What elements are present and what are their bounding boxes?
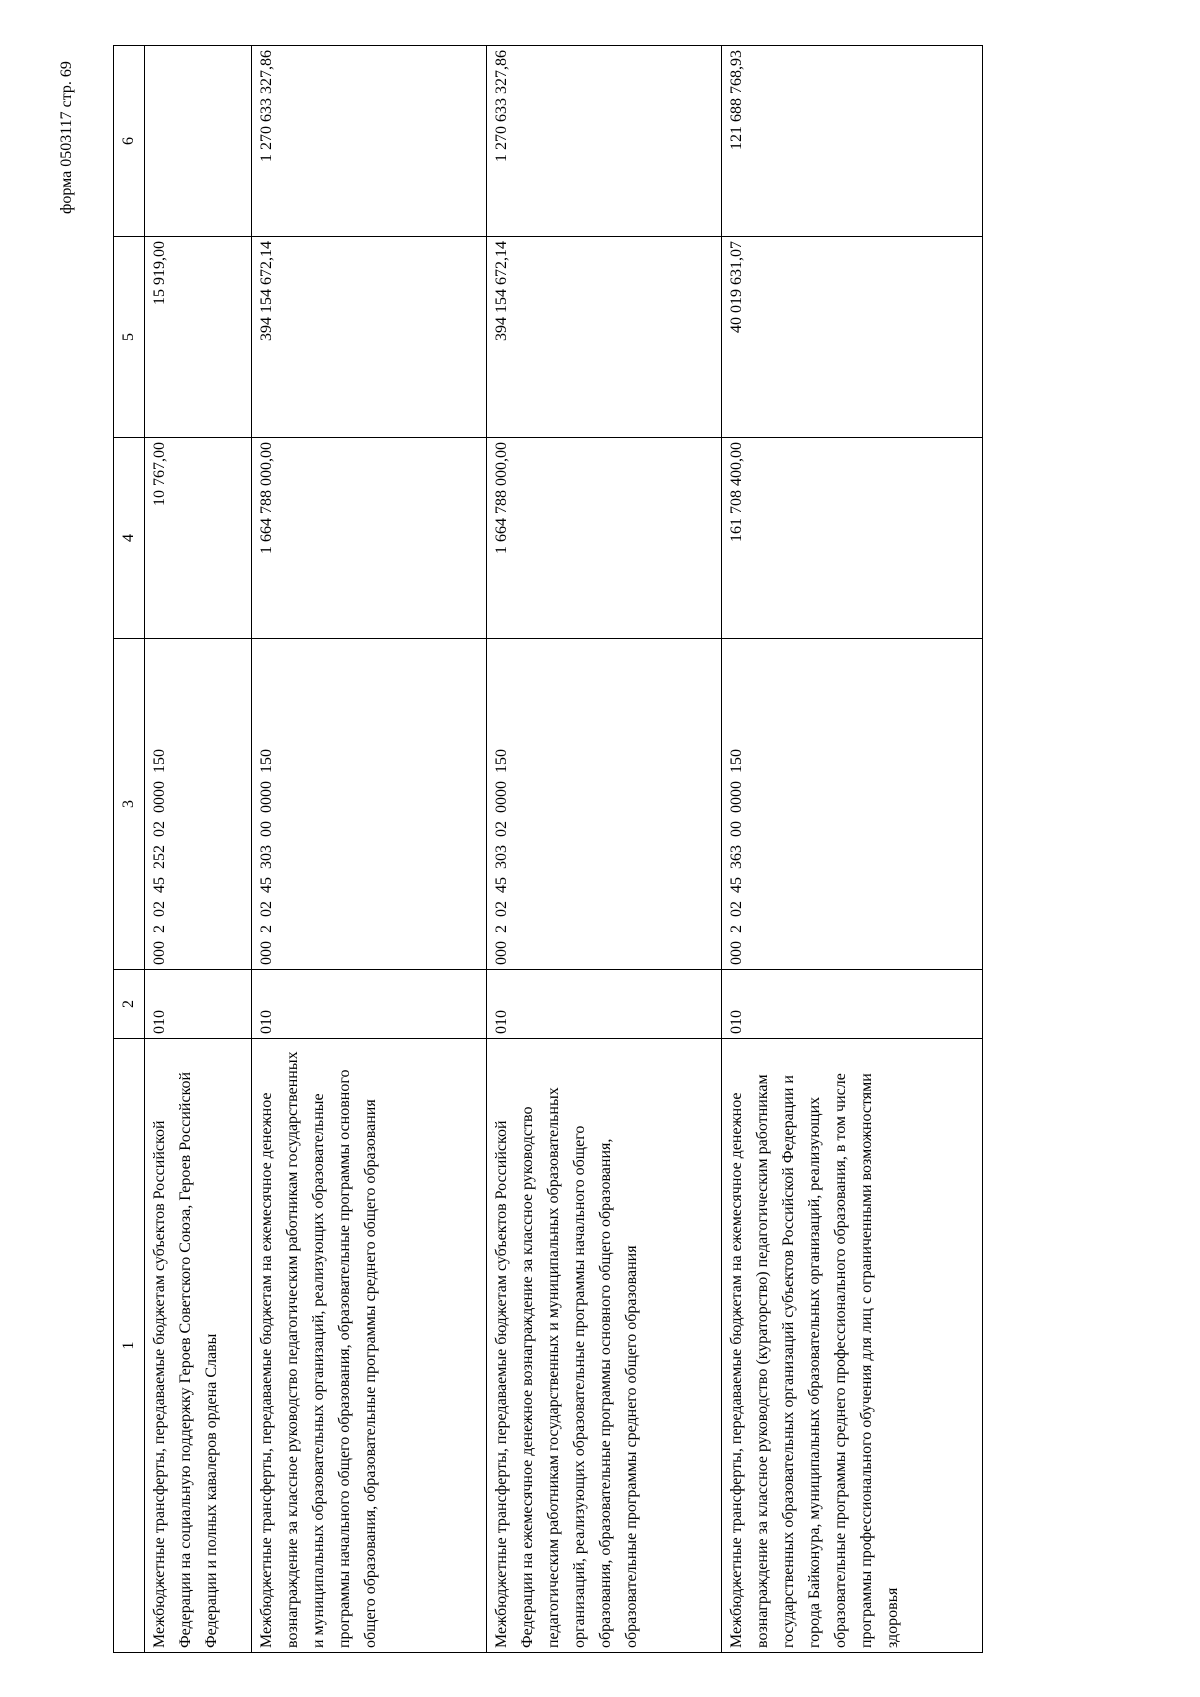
column-number-row	[114, 46, 145, 1653]
income-report-table	[113, 45, 983, 1653]
column-number-3: 3	[114, 639, 145, 970]
income-code-cell: 000 2 02 45 363 00 0000 150	[722, 639, 983, 970]
table-row	[722, 46, 983, 1653]
line-code-cell: 010	[487, 970, 722, 1039]
line-code-cell: 010	[722, 970, 983, 1039]
column-number-4: 4	[114, 438, 145, 639]
approved-cell: 161 708 400,00	[722, 438, 983, 639]
approved-cell: 1 664 788 000,00	[487, 438, 722, 639]
table-row	[487, 46, 722, 1653]
approved-cell: 1 664 788 000,00	[252, 438, 487, 639]
column-number-5: 5	[114, 237, 145, 438]
row-name-cell: Межбюджетные трансферты, передаваемые бюджетам на ежемесячное денежное вознаграждение за классное руководство (кураторство) педагогическим работникам государственных образовательных организаций субъектов Российской Федерации и города Байконура, муниципальных образовательных организаций, реализующих образовательные программы среднего профессионального образования, в том числе программы профессионального обучения для лиц с ограниченными возможностями здоровья	[722, 1039, 983, 1653]
unexecuted-cell: 1 270 633 327,86	[252, 46, 487, 237]
income-code-cell: 000 2 02 45 252 02 0000 150	[145, 639, 252, 970]
approved-cell: 10 767,00	[145, 438, 252, 639]
row-name-cell: Межбюджетные трансферты, передаваемые бюджетам субъектов Российской Федерации на ежемесячное денежное вознаграждение за классное руководство педагогическим работникам государственных и муниципальных образовательных организаций, реализующих образовательные программы начального общего образования, образовательные программы основного общего образования, образовательные программы среднего общего образования	[487, 1039, 722, 1653]
unexecuted-cell: 1 270 633 327,86	[487, 46, 722, 237]
column-number-6: 6	[114, 46, 145, 237]
form-label: форма 0503117 стр. 69	[58, 61, 75, 214]
executed-cell: 15 919,00	[145, 237, 252, 438]
income-code-cell: 000 2 02 45 303 02 0000 150	[487, 639, 722, 970]
line-code-cell: 010	[145, 970, 252, 1039]
row-name-cell: Межбюджетные трансферты, передаваемые бюджетам субъектов Российской Федерации на социальную поддержку Героев Советского Союза, Героев Российской Федерации и полных кавалеров ордена Славы	[145, 1039, 252, 1653]
unexecuted-cell: 121 688 768,93	[722, 46, 983, 237]
unexecuted-cell	[145, 46, 252, 237]
table-row	[145, 46, 252, 1653]
table-row	[252, 46, 487, 1653]
column-number-2: 2	[114, 970, 145, 1039]
line-code-cell: 010	[252, 970, 487, 1039]
row-name-cell: Межбюджетные трансферты, передаваемые бюджетам на ежемесячное денежное вознаграждение за классное руководство педагогическим работникам государственных и муниципальных образовательных организаций, реализующих образовательные программы начального общего образования, образовательные программы основного общего образования, образовательные программы среднего общего образования	[252, 1039, 487, 1653]
executed-cell: 394 154 672,14	[487, 237, 722, 438]
income-code-cell: 000 2 02 45 303 00 0000 150	[252, 639, 487, 970]
executed-cell: 40 019 631,07	[722, 237, 983, 438]
executed-cell: 394 154 672,14	[252, 237, 487, 438]
column-number-1: 1	[114, 1039, 145, 1653]
